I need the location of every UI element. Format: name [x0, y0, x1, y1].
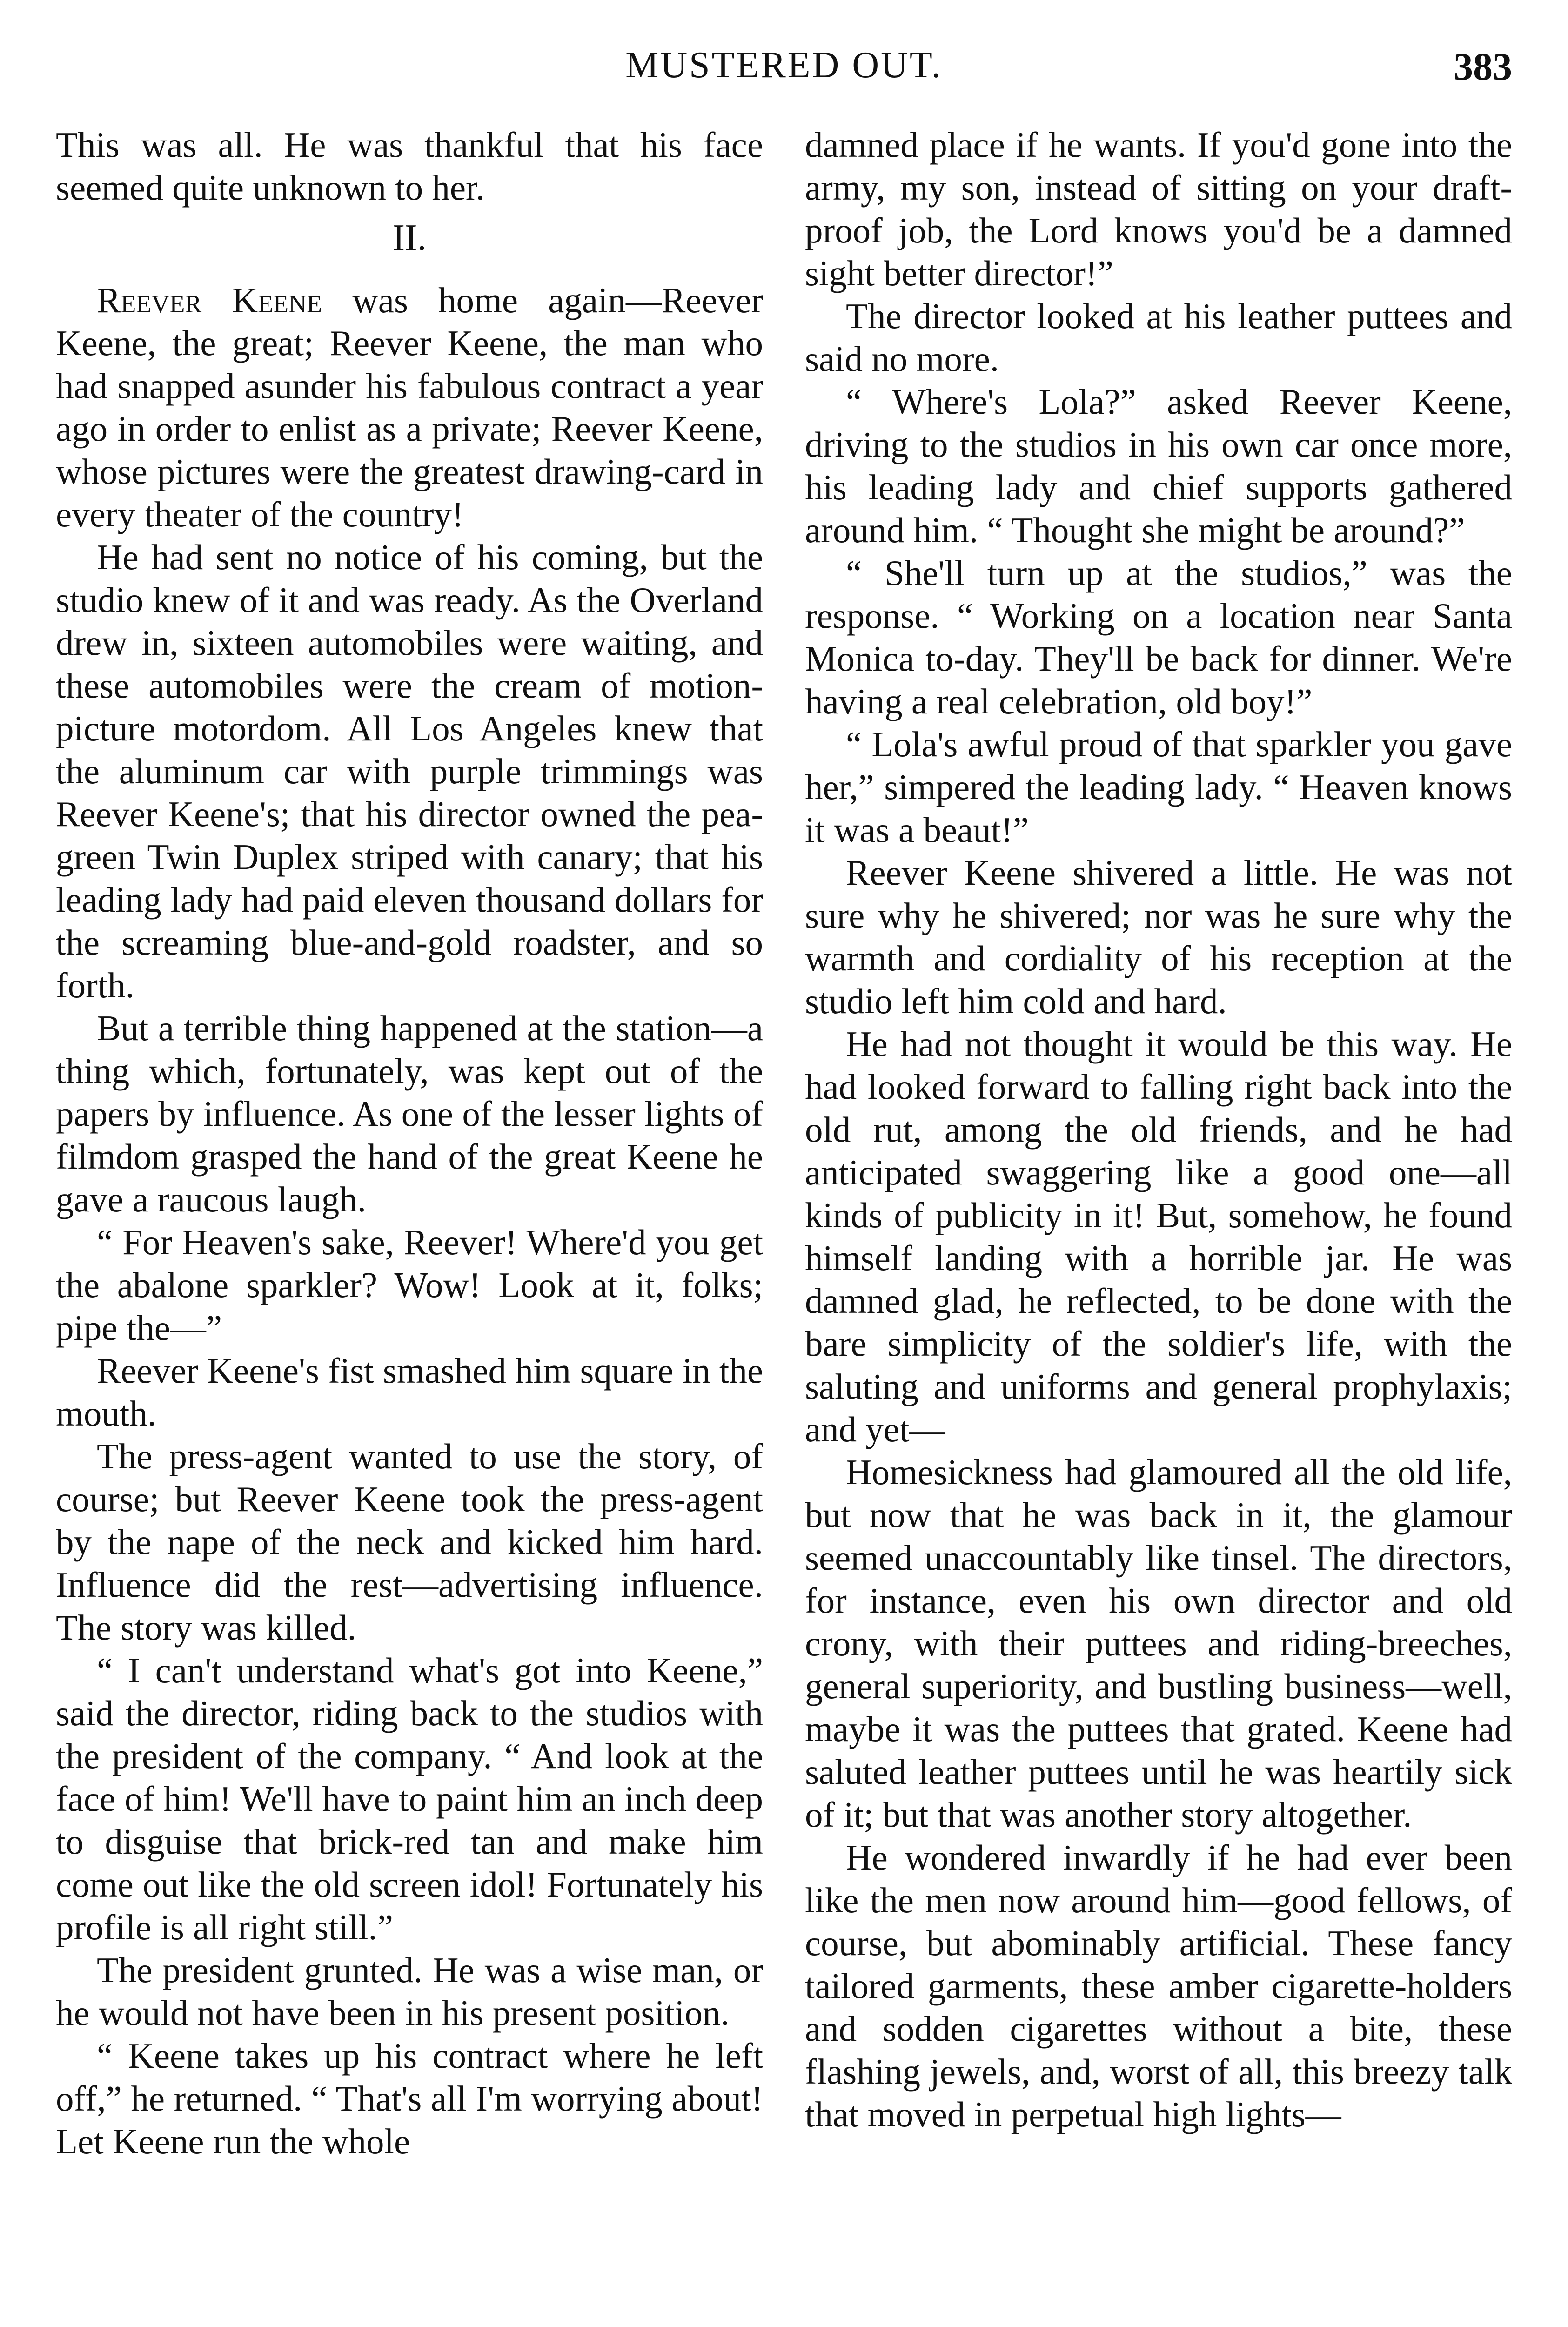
section-heading: II.	[392, 217, 427, 258]
page-number: 383	[1454, 45, 1512, 88]
running-title: MUSTERED OUT.	[625, 45, 943, 86]
paragraph: The press-agent wanted to use the story, of course; but Reever Keene took the press-agent by the nape of the neck and kicked him hard. Influence did the rest—advertising influence. The story was killed.	[56, 1436, 763, 1648]
paragraph: This was all. He was thankful that his face seemed quite unknown to her.	[56, 125, 763, 208]
paragraph: “ I can't understand what's got into Keene,” said the director, riding back to the studios with the president of the company. “ And look at the face of him! We'll have to paint him an inch deep to disguise that brick-red tan and make him come out like the old screen idol! Fortunately his profile is all right still.”	[56, 1650, 763, 1947]
paragraph: The director looked at his leather puttees and said no more.	[805, 296, 1512, 379]
paragraph: “ Where's Lola?” asked Reever Keene, driving to the studios in his own car once more, his leading lady and chief supports gathered around him. “ Thought she might be around?”	[805, 382, 1512, 550]
paragraph: “ For Heaven's sake, Reever! Where'd you get the abalone sparkler? Wow! Look at it, folks; pipe the—”	[56, 1222, 763, 1348]
paragraph: Homesickness had glamoured all the old life, but now that he was back in it, the glamour seemed unaccountably like tinsel. The directors, for instance, even his own director and old crony, with their puttees and riding-breeches, general superiority, and bustling business—well, maybe it was the puttees that grated. Keene had saluted leather puttees until he was heartily sick of it; but that was another story altogether.	[805, 1452, 1512, 1835]
paragraph: Reever Keene's fist smashed him square in the mouth.	[56, 1351, 763, 1433]
paragraph: He had not thought it would be this way. He had looked forward to falling right back into the old rut, among the old friends, and he had anticipated swaggering like a good one—all kinds of publicity in it! But, somehow, he found himself landing with a horrible jar. He was damned glad, he reflected, to be done with the bare simplicity of the soldier's life, with the saluting and uniforms and general prophylaxis; and yet—	[805, 1024, 1512, 1449]
paragraph: The president grunted. He was a wise man, or he would not have been in his present position.	[56, 1950, 763, 2033]
paragraph: “ Lola's awful proud of that sparkler you gave her,” simpered the leading lady. “ Heaven knows it was a beaut!”	[805, 724, 1512, 850]
left-column	[56, 123, 763, 2327]
paragraph: damned place if he wants. If you'd gone into the army, my son, instead of sitting on your draft-proof job, the Lord knows you'd be a damned sight better director!”	[805, 125, 1512, 293]
paragraph-text: was home again—Reever Keene, the great; Reever Keene, the man who had snapped asunder his fabulous contract a year ago in order to enlist as a private; Reever Keene, whose pictures were the greatest drawing-card in every theater of the country!	[56, 280, 764, 534]
paragraph: But a terrible thing happened at the station—a thing which, fortunately, was kept out of the papers by influence. As one of the lesser lights of filmdom grasped the hand of the great Keene he gave a raucous laugh.	[56, 1008, 763, 1219]
paragraph: He wondered inwardly if he had ever been like the men now around him—good fellows, of course, but abominably artificial. These fancy tailored garments, these amber cigarette-holders and sodden cigarettes without a bite, these flashing jewels, and, worst of all, this breezy talk that moved in perpetual high lights—	[805, 1837, 1512, 2134]
paragraph	[56, 279, 763, 536]
paragraph: Reever Keene shivered a little. He was not sure why he shivered; nor was he sure why the warmth and cordiality of his reception at the studio left him cold and hard.	[805, 853, 1512, 1021]
paragraph: He had sent no notice of his coming, but the studio knew of it and was ready. As the Overland drew in, sixteen automobiles were waiting, and these automobiles were the cream of motion-picture motordom. All Los Angeles knew that the aluminum car with purple trimmings was Reever Keene's; that his director owned the pea-green Twin Duplex striped with canary; that his leading lady had paid eleven thousand dollars for the screaming blue-and-gold roadster, and so forth.	[56, 537, 763, 1005]
paragraph: “ She'll turn up at the studios,” was the response. “ Working on a location near Santa Monica to-day. They'll be back for dinner. We're having a real celebration, old boy!”	[805, 553, 1512, 721]
right-column	[805, 123, 1512, 2327]
small-caps-lead: Reever Keene	[97, 280, 322, 320]
page-header	[56, 44, 1512, 95]
paragraph: “ Keene takes up his contract where he left off,” he returned. “ That's all I'm worrying about! Let Keene run the whole	[56, 2036, 763, 2161]
